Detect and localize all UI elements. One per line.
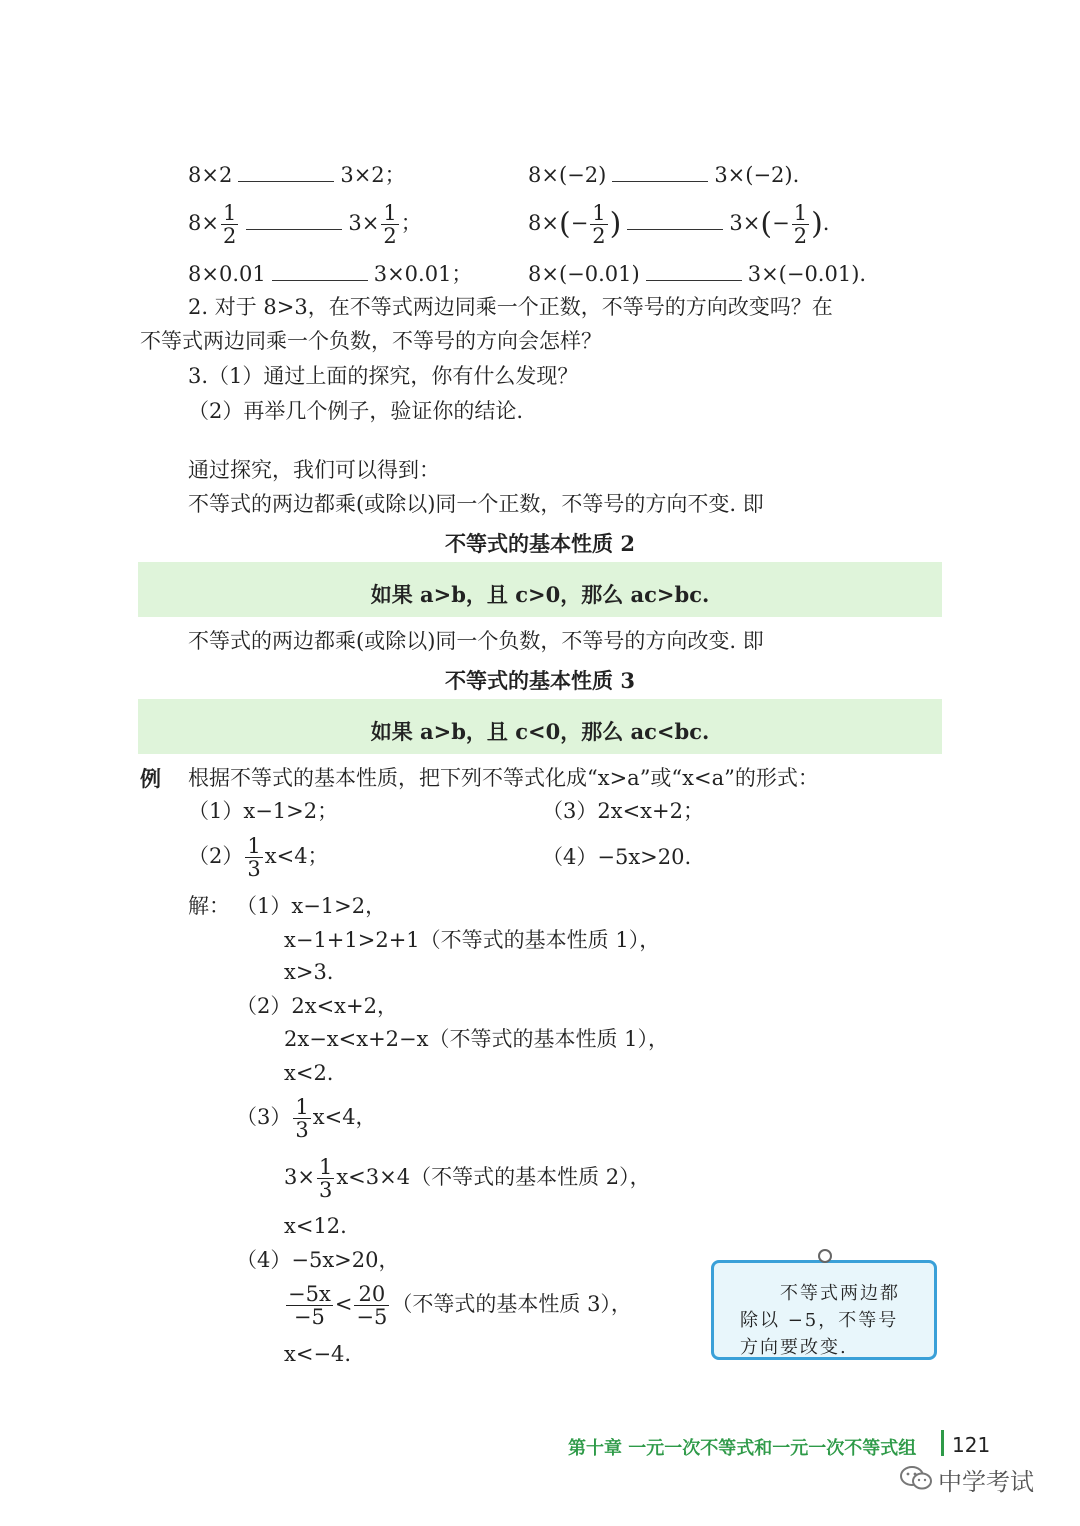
solution-label: 解：	[188, 894, 230, 918]
denominator: 2	[793, 224, 808, 249]
question-2-line2: 不等式两边同乘一个负数，不等号的方向会怎样？	[140, 329, 602, 353]
property-3-box	[138, 699, 942, 754]
expr: 3×	[348, 211, 380, 236]
property-2-sentence: 不等式的两边都乘(或除以)同一个正数，不等号的方向不变. 即	[188, 492, 764, 516]
page-number: 121	[952, 1433, 991, 1457]
expr: 8×(−0.01)	[528, 262, 640, 286]
fraction	[590, 202, 607, 247]
fraction	[245, 835, 262, 880]
denominator: 3	[318, 1178, 333, 1203]
example-item-1: （1）x−1>2；	[188, 799, 339, 823]
solution-3a	[236, 1096, 377, 1141]
note-box	[711, 1260, 937, 1360]
example-prompt: 根据不等式的基本性质，把下列不等式化成“x>a”或“x<a”的形式：	[188, 766, 819, 790]
exercise-row-3a	[188, 262, 472, 285]
numerator: 20	[354, 1283, 389, 1306]
expr: 8×	[528, 211, 559, 236]
solution-1b: x−1+1>2+1（不等式的基本性质 1），	[284, 928, 661, 952]
expr: 8×2	[188, 163, 233, 187]
solution-1a: （1）x−1>2，	[236, 894, 387, 918]
blank-line	[272, 262, 368, 281]
question-3-line2: （2）再举几个例子，验证你的结论.	[188, 399, 524, 423]
denominator: −5	[356, 1305, 388, 1330]
numerator: 1	[318, 1155, 333, 1179]
solution-3c: x<12.	[284, 1214, 347, 1238]
property-3-sentence: 不等式的两边都乘(或除以)同一个负数，不等号的方向改变. 即	[188, 629, 764, 653]
property-3-statement: 如果 a>b，且 c<0，那么 ac<bc.	[370, 719, 710, 744]
paren: )	[609, 206, 622, 242]
expr: ；	[400, 211, 422, 236]
note-line-1: 不等式两边都	[780, 1283, 900, 1304]
exercise-row-2a	[188, 202, 422, 247]
denominator: 3	[247, 857, 261, 882]
solution-2c: x<2.	[284, 1061, 334, 1085]
numerator: 1	[222, 201, 237, 225]
pin-icon	[818, 1249, 832, 1263]
wechat-icon	[899, 1465, 933, 1491]
blank-line	[627, 211, 723, 230]
expr: 3×(−0.01).	[747, 262, 867, 286]
fraction	[792, 202, 809, 247]
fraction	[221, 202, 238, 247]
expr: 3×2；	[340, 163, 406, 187]
exercise-row-2b	[528, 202, 829, 247]
paren: (	[558, 206, 571, 242]
exercise-row-1a	[188, 163, 406, 186]
question-2-line1: 2. 对于 8>3，在不等式两边同乘一个正数，不等号的方向改变吗？在	[188, 295, 833, 319]
expr: （3）	[236, 1105, 292, 1130]
denominator: 2	[592, 224, 606, 249]
exercise-row-1b	[528, 163, 799, 186]
denominator: 3	[295, 1118, 309, 1143]
watermark-text: 中学考试	[938, 1468, 1034, 1496]
numerator: 1	[295, 1095, 309, 1119]
expr: x<4；	[264, 844, 329, 869]
solution-4c: x<−4.	[284, 1342, 352, 1366]
property-2-box	[138, 562, 942, 617]
denominator: 2	[383, 224, 397, 249]
numerator: 1	[383, 201, 397, 225]
conclusion-intro: 通过探究，我们可以得到：	[188, 458, 440, 482]
solution-1c: x>3.	[284, 960, 334, 984]
exercise-row-3b	[528, 262, 866, 285]
paren: (	[760, 206, 773, 242]
blank-line	[238, 163, 334, 182]
expr: 8×	[188, 211, 219, 236]
solution-2b: 2x−x<x+2−x（不等式的基本性质 1），	[284, 1027, 670, 1051]
chapter-footer: 第十章 一元一次不等式和一元一次不等式组	[568, 1438, 917, 1459]
expr: x<4，	[312, 1105, 377, 1130]
example-item-3: （3）2x<x+2；	[542, 799, 704, 823]
fraction	[381, 202, 398, 247]
solution-4b	[284, 1283, 632, 1328]
expr: 3×0.01；	[373, 262, 473, 286]
solution-2a: （2）2x<x+2，	[236, 994, 398, 1018]
fraction	[286, 1283, 333, 1328]
fraction	[293, 1096, 310, 1141]
property-2-title: 不等式的基本性质 2	[445, 531, 635, 556]
expr: （不等式的基本性质 3），	[391, 1292, 632, 1317]
expr: <	[334, 1292, 353, 1317]
property-2-statement: 如果 a>b，且 c>0，那么 ac>bc.	[370, 582, 710, 607]
expr: 8×(−2)	[528, 163, 607, 187]
note-line-3: 方向要改变.	[740, 1337, 848, 1358]
numerator: 1	[793, 201, 808, 225]
expr: 3×	[729, 211, 761, 236]
fraction	[354, 1283, 389, 1328]
example-item-4: （4）−5x>20.	[542, 845, 692, 869]
footer-divider	[941, 1430, 944, 1456]
expr: 3×(−2).	[714, 163, 800, 187]
expr: 8×0.01	[188, 262, 266, 286]
fraction	[317, 1156, 334, 1201]
expr: 3×	[284, 1165, 315, 1190]
example-item-2	[188, 835, 329, 880]
question-3-line1: 3.（1）通过上面的探究，你有什么发现？	[188, 364, 579, 388]
blank-line	[246, 211, 342, 230]
expr: .	[822, 211, 830, 236]
expr: x<3×4（不等式的基本性质 2），	[336, 1165, 651, 1190]
paren: )	[811, 206, 823, 242]
minus: −	[772, 211, 790, 236]
numerator: 1	[592, 201, 606, 225]
example-label: 例	[140, 766, 161, 791]
denominator: 2	[222, 224, 237, 249]
blank-line	[612, 163, 708, 182]
solution-3b	[284, 1156, 651, 1201]
minus: −	[570, 211, 589, 236]
numerator: −5x	[288, 1282, 331, 1306]
property-3-title: 不等式的基本性质 3	[445, 668, 635, 693]
solution-4a: （4）−5x>20，	[236, 1248, 400, 1272]
expr: （2）	[188, 844, 244, 869]
blank-line	[646, 262, 742, 281]
numerator: 1	[247, 834, 261, 858]
denominator: −5	[293, 1305, 325, 1330]
note-line-2: 除以 −5，不等号	[740, 1310, 899, 1331]
